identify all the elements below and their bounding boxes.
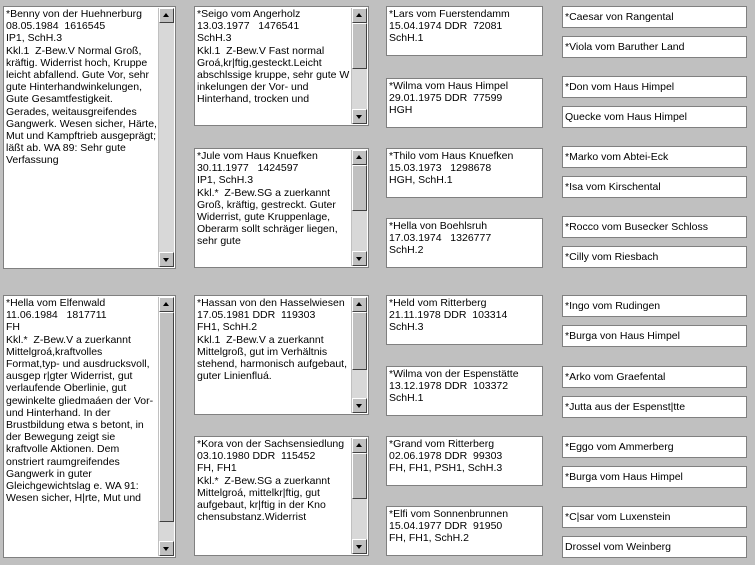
great-grandparent-top-3-text: *Don vom Haus Himpel bbox=[565, 81, 675, 93]
great-grandparent-bottom-6-text: *Burga vom Haus Himpel bbox=[565, 471, 683, 483]
great-grandparent-bottom-1[interactable] bbox=[562, 295, 747, 317]
main-dog-bottom[interactable] bbox=[3, 295, 176, 558]
great-grandparent-bottom-1-text: *Ingo vom Rudingen bbox=[565, 300, 661, 312]
main-dog-top-text: *Benny von der Huehnerburg 08.05.1984 1616545 IP1, SchH.3 Kkl.1 Z-Bew.V Normal Groß, kräftig. Widerrist hoch, Kruppe leicht abfallend. Gute Vor, sehr gute Hinterhandwinkelungen, Gute Gesamtfestigkeit. Gerades, weitausgreifendes Gangwerk. Wesen sicher, Härte, Mut und Kampftrieb ausgeprägt; läßt ab. WA 89: Sehr gute Verfassung bbox=[6, 8, 157, 167]
dam-top[interactable] bbox=[194, 148, 369, 268]
grandparent-bottom-1-text: *Held vom Ritterberg 21.11.1978 DDR 103314 SchH.3 bbox=[389, 297, 508, 334]
scrollbar[interactable] bbox=[158, 297, 174, 556]
great-grandparent-bottom-2-text: *Burga von Haus Himpel bbox=[565, 330, 680, 342]
great-grandparent-top-7[interactable] bbox=[562, 216, 747, 238]
grandparent-bottom-2-text: *Wilma von der Espenstätte 13.12.1978 DDR 103372 SchH.1 bbox=[389, 368, 519, 405]
great-grandparent-bottom-3-text: *Arko vom Graefental bbox=[565, 371, 666, 383]
grandparent-bottom-4[interactable] bbox=[386, 506, 543, 556]
great-grandparent-bottom-8-text: Drossel vom Weinberg bbox=[565, 541, 672, 553]
great-grandparent-top-2[interactable] bbox=[562, 36, 747, 58]
sire-top-text: *Seigo vom Angerholz 13.03.1977 1476541 SchH.3 Kkl.1 Z-Bew.V Fast normal Groá,kr|ftig,gesteckt.Leicht abschlssige kruppe, sehr gute W inkelungen der Vor- und Hinterhand, trocken und bbox=[197, 8, 350, 106]
great-grandparent-top-8-text: *Cilly vom Riesbach bbox=[565, 251, 659, 263]
grandparent-bottom-3[interactable] bbox=[386, 436, 543, 486]
scrollbar[interactable] bbox=[351, 8, 367, 124]
grandparent-top-2-text: *Wilma vom Haus Himpel 29.01.1975 DDR 77599 HGH bbox=[389, 80, 509, 117]
main-dog-top[interactable] bbox=[3, 6, 176, 269]
great-grandparent-bottom-2[interactable] bbox=[562, 325, 747, 347]
great-grandparent-top-5[interactable] bbox=[562, 146, 747, 168]
dam-bottom[interactable] bbox=[194, 436, 369, 556]
great-grandparent-bottom-4[interactable] bbox=[562, 396, 747, 418]
scroll-down-arrow-icon[interactable] bbox=[352, 539, 367, 554]
scroll-up-arrow-icon[interactable] bbox=[352, 297, 367, 312]
great-grandparent-top-1[interactable] bbox=[562, 6, 747, 28]
grandparent-bottom-4-text: *Elfi vom Sonnenbrunnen 15.04.1977 DDR 91950 FH, FH1, SchH.2 bbox=[389, 508, 509, 545]
great-grandparent-bottom-5-text: *Eggo vom Ammerberg bbox=[565, 441, 674, 453]
great-grandparent-bottom-3[interactable] bbox=[562, 366, 747, 388]
scroll-thumb[interactable] bbox=[352, 453, 367, 499]
sire-bottom[interactable] bbox=[194, 295, 369, 415]
grandparent-top-3[interactable] bbox=[386, 148, 543, 198]
great-grandparent-bottom-7[interactable] bbox=[562, 506, 747, 528]
scroll-down-arrow-icon[interactable] bbox=[159, 252, 174, 267]
scroll-thumb[interactable] bbox=[352, 165, 367, 211]
grandparent-top-2[interactable] bbox=[386, 78, 543, 128]
scroll-up-arrow-icon[interactable] bbox=[159, 8, 174, 23]
scroll-up-arrow-icon[interactable] bbox=[352, 8, 367, 23]
grandparent-top-3-text: *Thilo vom Haus Knuefken 15.03.1973 1298678 HGH, SchH.1 bbox=[389, 150, 514, 187]
sire-bottom-text: *Hassan von den Hasselwiesen 17.05.1981 DDR 119303 FH1, SchH.2 Kkl.1 Z-Bew.V a zuerkannt Mittelgroß, gut im Verhältnis stehend, harmonisch aufgebaut, guter Linienfluá. bbox=[197, 297, 348, 383]
scroll-thumb[interactable] bbox=[159, 312, 174, 522]
great-grandparent-top-7-text: *Rocco vom Busecker Schloss bbox=[565, 221, 708, 233]
scrollbar[interactable] bbox=[351, 150, 367, 266]
great-grandparent-top-4[interactable] bbox=[562, 106, 747, 128]
great-grandparent-top-4-text: Quecke vom Haus Himpel bbox=[565, 111, 687, 123]
great-grandparent-bottom-7-text: *C|sar vom Luxenstein bbox=[565, 511, 671, 523]
scroll-down-arrow-icon[interactable] bbox=[159, 541, 174, 556]
great-grandparent-bottom-8[interactable] bbox=[562, 536, 747, 558]
scroll-down-arrow-icon[interactable] bbox=[352, 109, 367, 124]
great-grandparent-bottom-4-text: *Jutta aus der Espenst|tte bbox=[565, 401, 686, 413]
grandparent-bottom-1[interactable] bbox=[386, 295, 543, 345]
great-grandparent-top-6-text: *Isa vom Kirschental bbox=[565, 181, 661, 193]
great-grandparent-top-2-text: *Viola vom Baruther Land bbox=[565, 41, 685, 53]
dam-top-text: *Jule vom Haus Knuefken 30.11.1977 1424597 IP1, SchH.3 Kkl.* Z-Bew.SG a zuerkannt Groß, kräftig, gestreckt. Guter Widerrist, gute Kruppenlage, Oberarm sollt schräger liegen, sehr gute bbox=[197, 150, 338, 248]
great-grandparent-top-5-text: *Marko vom Abtei-Eck bbox=[565, 151, 669, 163]
scroll-down-arrow-icon[interactable] bbox=[352, 251, 367, 266]
grandparent-bottom-3-text: *Grand vom Ritterberg 02.06.1978 DDR 99303 FH, FH1, PSH1, SchH.3 bbox=[389, 438, 503, 475]
grandparent-top-1[interactable] bbox=[386, 6, 543, 56]
main-dog-bottom-text: *Hella vom Elfenwald 11.06.1984 1817711 FH Kkl.* Z-Bew.V a zuerkannt Mittelgroá,kraftvolles Format,typ- und ausdrucksvoll, ausgep r|gter Widerrist, gut verlaufende Oberlinie, gut gewinkelte gliedmaáen der Vor- und Hinterhand. In der Brustbildung etwa s betont, in der Bewegung zeigt sie kraftvolle Aktionen. Dem onstriert raumgreifendes Gangwerk in guter Gleichgewichtslag e. WA 91: Wesen sicher, H|rte, Mut und bbox=[6, 297, 154, 505]
great-grandparent-top-8[interactable] bbox=[562, 246, 747, 268]
scroll-up-arrow-icon[interactable] bbox=[352, 150, 367, 165]
dam-bottom-text: *Kora von der Sachsensiedlung 03.10.1980 DDR 115452 FH, FH1 Kkl.* Z-Bew.SG a zuerkannt Mittelgroá, mittelkr|ftig, gut aufgebaut, kr|ftig in der Kno chensubstanz.Widerrist bbox=[197, 438, 345, 524]
great-grandparent-top-3[interactable] bbox=[562, 76, 747, 98]
great-grandparent-top-6[interactable] bbox=[562, 176, 747, 198]
scrollbar[interactable] bbox=[158, 8, 174, 267]
scroll-up-arrow-icon[interactable] bbox=[352, 438, 367, 453]
great-grandparent-top-1-text: *Caesar von Rangental bbox=[565, 11, 674, 23]
scroll-down-arrow-icon[interactable] bbox=[352, 398, 367, 413]
scroll-up-arrow-icon[interactable] bbox=[159, 297, 174, 312]
scrollbar[interactable] bbox=[351, 438, 367, 554]
scroll-thumb[interactable] bbox=[352, 23, 367, 69]
grandparent-top-1-text: *Lars vom Fuerstendamm 15.04.1974 DDR 72081 SchH.1 bbox=[389, 8, 510, 45]
grandparent-top-4[interactable] bbox=[386, 218, 543, 268]
sire-top[interactable] bbox=[194, 6, 369, 126]
scrollbar[interactable] bbox=[351, 297, 367, 413]
grandparent-top-4-text: *Hella von Boehlsruh 17.03.1974 1326777 SchH.2 bbox=[389, 220, 492, 257]
grandparent-bottom-2[interactable] bbox=[386, 366, 543, 416]
great-grandparent-bottom-5[interactable] bbox=[562, 436, 747, 458]
great-grandparent-bottom-6[interactable] bbox=[562, 466, 747, 488]
scroll-thumb[interactable] bbox=[352, 312, 367, 370]
